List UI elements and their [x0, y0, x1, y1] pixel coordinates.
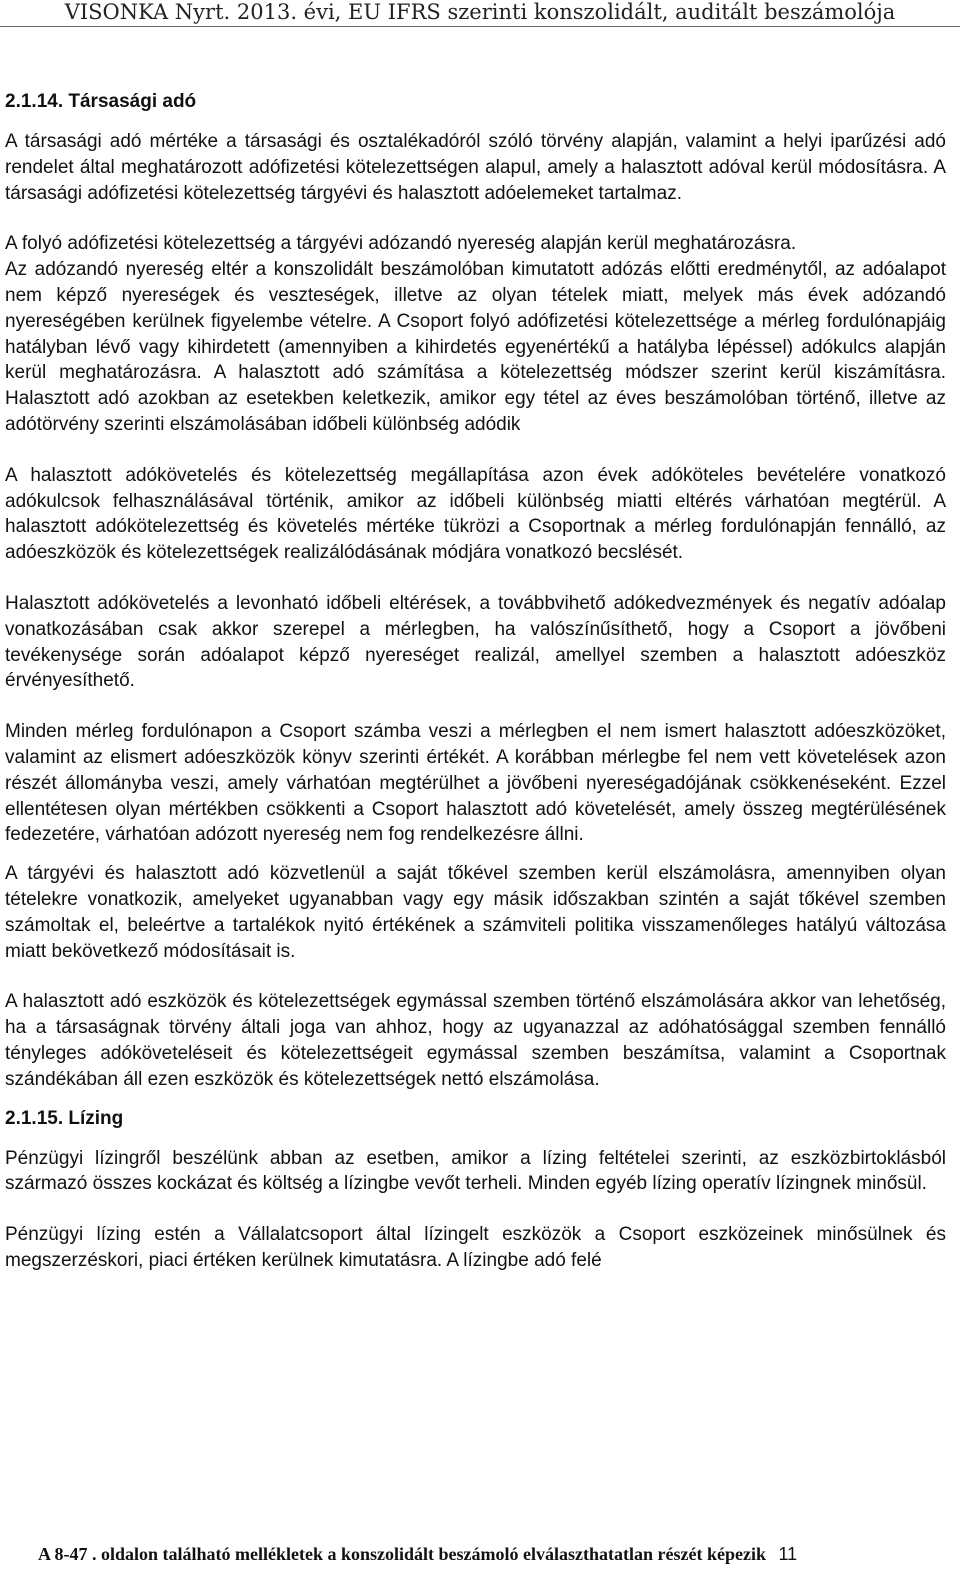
paragraph: Halasztott adókövetelés a levonható időbeli eltérések, a továbbvihető adókedvezmények és negatív adóalap vonatkozásában csak akkor szerepel a mérlegben, ha valószínűsíthető, hogy a Csoport a jövőbeni tevékenysége során adóalapot képző nyereséget realizál, amellyel szemben a halasztott adóeszköz érvényesíthető.: [5, 592, 946, 692]
page-number: 11: [778, 1544, 798, 1564]
paragraph: A folyó adófizetési kötelezettség a tárgyévi adózandó nyereség alapján kerül meghatározásra.: [5, 233, 797, 255]
document-body: [5, 89, 946, 1274]
header-divider: [0, 26, 960, 27]
footer-note: A 8-47 . oldalon található mellékletek a konszolidált beszámoló elválaszthatatlan részét képezik: [38, 1544, 766, 1564]
paragraph: Minden mérleg fordulónapon a Csoport számba veszi a mérlegben el nem ismert halasztott adóeszközöket, valamint az elismert adóeszközök könyv szerinti értékét. A korábban mérlegbe fel nem vett követelések azon részét állományba veszi, amely várhatóan megtérülhet a jövőbeni nyereségadójának csökkenéseként. Ezzel ellentétesen olyan mértékben csökkenti a Csoport halasztott adó követelését, amely összeg megtérülésének fedezetére, várhatóan adózott nyereség nem fog rendelkezésre állni.: [5, 721, 946, 846]
paragraph: Pénzügyi lízing estén a Vállalatcsoport által lízingelt eszközök a Csoport eszközeinek minősülnek és megszerzéskori, piaci értéken kerülnek kimutatásra. A lízingbe adó felé: [5, 1224, 946, 1271]
paragraph: A tárgyévi és halasztott adó közvetlenül a saját tőkével szemben kerül elszámolásra, amennyiben olyan tételekre vonatkozik, amelyeket ugyanabban vagy egy másik időszakban szintén a saját tőkével szemben számoltak el, beleértve a tartalékok nyitó értékének a számviteli politika visszamenőleges hatályú változása miatt bekövetkező módosításait is.: [5, 863, 946, 962]
paragraph: A társasági adó mértéke a társasági és osztalékadóról szóló törvény alapján, valamint a helyi iparűzési adó rendelet által meghatározott adófizetési kötelezettségen alapul, amely a halasztott adóval kerül módosításra. A társasági adófizetési kötelezettség tárgyévi és halasztott adóelemeket tartalmaz.: [5, 131, 946, 204]
header-title: VISONKA Nyrt. 2013. évi, EU IFRS szerinti konszolidált, auditált beszámolója: [64, 0, 896, 24]
section-heading-lizing: 2.1.15. Lízing: [5, 1107, 124, 1129]
paragraph: Az adózandó nyereség eltér a konszolidált beszámolóban kimutatott adózás előtti eredménytől, az adóalapot nem képző nyereségek és veszteségek, illetve az olyan tételek miatt, melyek más évek adózandó nyereségében kerülnek figyelembe vételre. A Csoport folyó adófizetési kötelezettsége a mérleg fordulónapjáig hatályban lévő vagy kihirdetett (amennyiben a kihirdetés egyenértékű a hatályba lépéssel) adókulcs alapján kerül meghatározásra. A halasztott adó számítása a kötelezettség módszer szerint kerül kiszámításra. Halasztott adó azokban az esetekben keletkezik, amikor egy tétel az éves beszámolóban történő, illetve az adótörvény szerinti elszámolásában időbeli különbség adódik: [5, 259, 946, 435]
section-heading-tarsasagi-ado: 2.1.14. Társasági adó: [5, 91, 197, 112]
paragraph: A halasztott adó eszközök és kötelezettségek egymással szemben történő elszámolására akkor van lehetőség, ha a társaságnak törvény általi joga van ahhoz, hogy az ugyanazzal az adóhatósággal szemben fennálló tényleges adóköveteléseit és kötelezettségeit egymással szemben beszámítsa, valamint a Csoportnak szándékában áll ezen eszközök és kötelezettségek nettó elszámolása.: [5, 991, 946, 1090]
paragraph: A halasztott adókövetelés és kötelezettség megállapítása azon évek adóköteles bevételére vonatkozó adókulcsok felhasználásával történik, amikor az időbeli különbség miatti eltérés várhatóan megtérül. A halasztott adókötelezettség és követelés mértéke tükrözi a Csoportnak a mérleg fordulónapján fennálló, az adóeszközök és kötelezettségek realizálódásának módjára vonatkozó becslését.: [5, 464, 946, 564]
paragraph: Pénzügyi lízingről beszélünk abban az esetben, amikor a lízing feltételei szerinti, az eszközbirtoklásból származó összes kockázat és költség a lízingbe vevőt terheli. Minden egyéb lízing operatív lízingnek minősül.: [5, 1147, 946, 1195]
page-footer: [38, 1544, 938, 1570]
